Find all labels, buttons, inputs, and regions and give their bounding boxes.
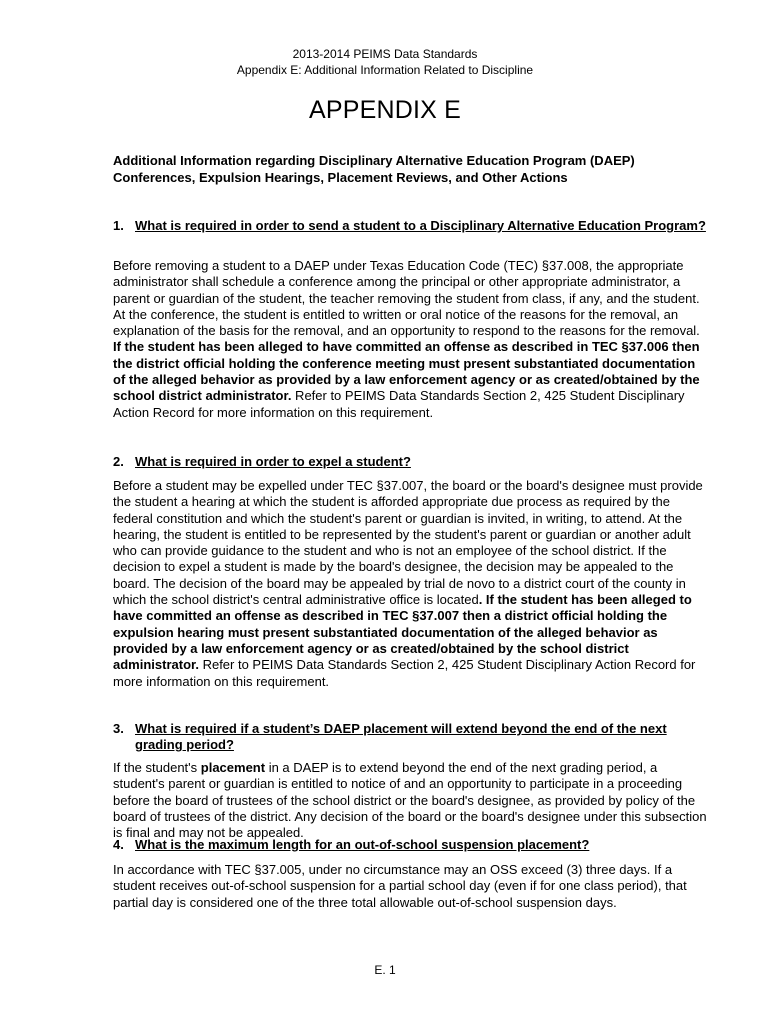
- question-2-number: 2.: [113, 454, 124, 469]
- answer-1-part-a: Before removing a student to a DAEP under Texas Education Code (TEC) §37.008, the appropriate administrator shall schedule a conference among the principal or other appropriate administrator, a parent or guardian of the student, the teacher removing the student from class, if any, and the student. At the conference, the student is entitled to written or oral notice of the reasons for the removal, an explanation of the basis for the removal, and an opportunity to respond to the reasons for the removal.: [113, 258, 700, 339]
- answer-2-part-a: Before a student may be expelled under TEC §37.007, the board or the board's designee must provide the student a hearing at which the student is afforded appropriate due process as required by the federal constitution and which the student's parent or guardian is invited, in writing, to attend. At the hearing, the student is entitled to be represented by the student's parent or guardian or another adult who can provide guidance to the student and who is not an employee of the school district. If the decision to expel a student is made by the board's designee, the decision may be appealed to the board. The decision of the board may be appealed by trial de novo to a district court of the county in which the school district's central administrative office is located: [113, 478, 703, 608]
- document-subtitle: Additional Information regarding Disciplinary Alternative Education Program (DAEP) Conferences, Expulsion Hearings, Placement Reviews, and Other Actions: [113, 153, 635, 185]
- question-4-number: 4.: [113, 837, 124, 852]
- question-3-answer: [113, 760, 709, 841]
- question-1-number: 1.: [113, 218, 124, 233]
- answer-3-part-c: in a DAEP is to extend beyond the end of the next grading period, a student's parent or guardian is entitled to notice of and an opportunity to participate in a proceeding before the board of trustees of the school district or the board's designee, as provided by policy of the board of trustees of the district. Any decision of the board or the board's designee under this subsection is final and may not be appealed.: [113, 760, 707, 841]
- page-number: E. 1: [374, 963, 396, 977]
- running-header-line2: Appendix E: Additional Information Related to Discipline: [236, 63, 534, 77]
- question-4-answer: In accordance with TEC §37.005, under no circumstance may an OSS exceed (3) three days. If a student receives out-of-school suspension for a partial school day (even if for one class period), that partial day is considered one of the three total allowable out-of-school suspension days.: [113, 862, 687, 910]
- page-title: APPENDIX E: [308, 96, 462, 124]
- question-3-text: What is required if a student’s DAEP placement will extend beyond the end of the next grading period?: [135, 721, 667, 752]
- answer-2-part-c: Refer to PEIMS Data Standards Section 2, 425 Student Disciplinary Action Record for more information on this requirement.: [113, 657, 696, 689]
- answer-2-part-b: . If the student has been alleged to have committed an offense as described in TEC §37.007 then a district official holding the expulsion hearing must present substantiated documentation of the alleged behavior as provided by a law enforcement agency or as created/obtained by the school district administrator.: [113, 592, 692, 673]
- question-2-text: What is required in order to expel a student?: [135, 454, 411, 469]
- answer-1-part-b: If the student has been alleged to have committed an offense as described in TEC §37.006 then the district official holding the conference meeting must present substantiated documentation of the alleged behavior as provided by a law enforcement agency or as created/obtained by the school district administrator.: [113, 339, 700, 404]
- running-header-line1: 2013-2014 PEIMS Data Standards: [292, 47, 478, 61]
- answer-1-part-c: Refer to PEIMS Data Standards Section 2, 425 Student Disciplinary Action Record for more information on this requirement.: [113, 388, 685, 420]
- question-4-text: What is the maximum length for an out-of-school suspension placement?: [135, 837, 590, 852]
- answer-3-part-b: placement: [200, 760, 266, 775]
- question-3-number: 3.: [113, 721, 124, 736]
- answer-3-part-a: If the student's: [113, 760, 201, 775]
- question-1-answer: [113, 258, 709, 421]
- question-1-text: What is required in order to send a student to a Disciplinary Alternative Education Program?: [135, 218, 706, 233]
- question-2-answer: [113, 478, 709, 690]
